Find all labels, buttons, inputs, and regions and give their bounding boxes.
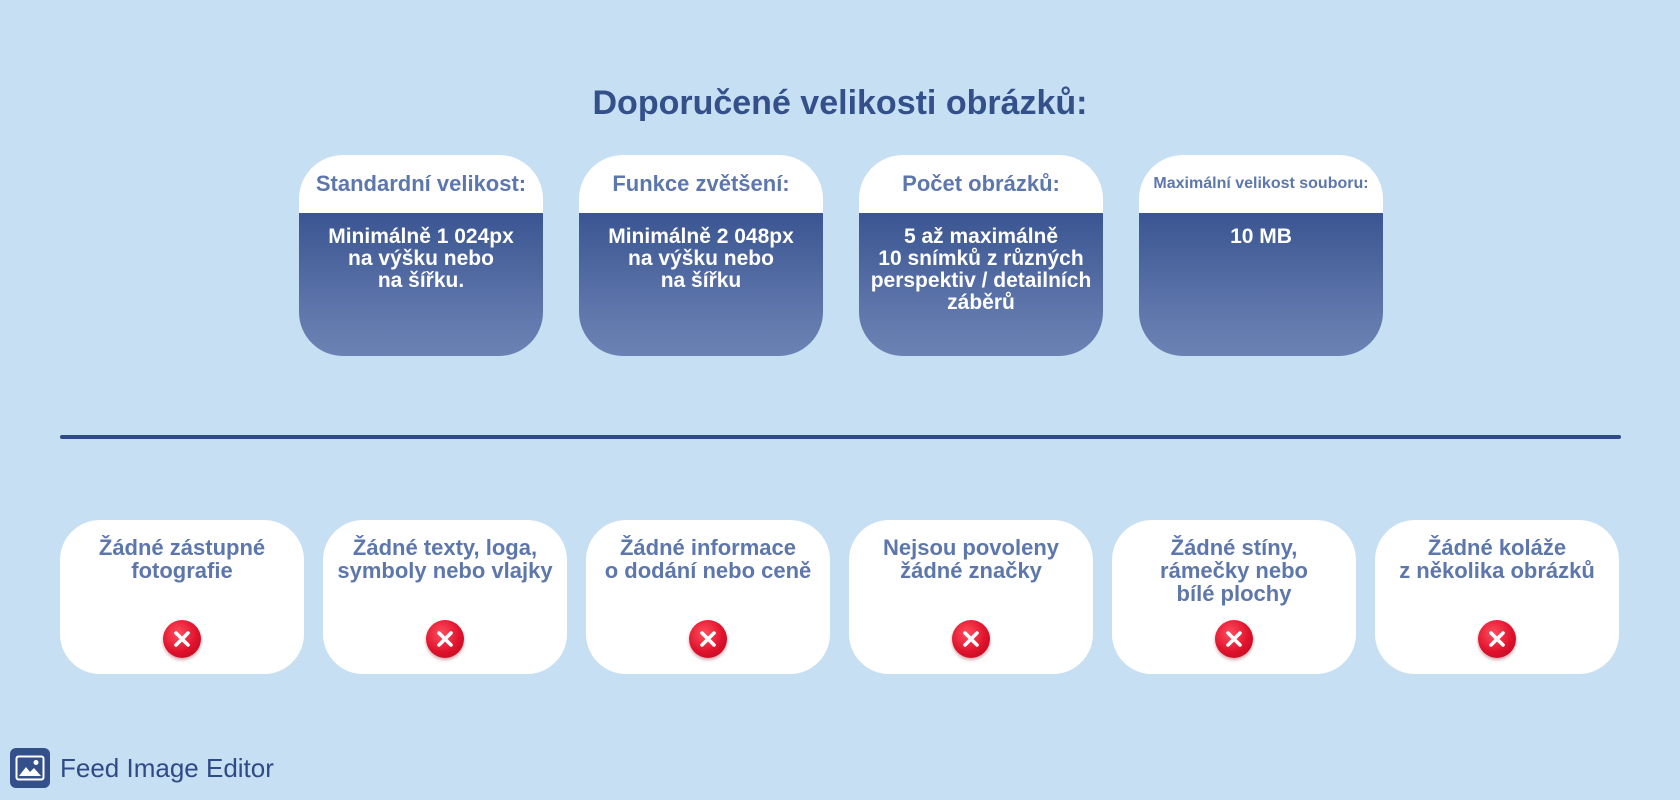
rule-text: Žádné koláže z několika obrázků bbox=[1399, 535, 1595, 583]
x-icon bbox=[1215, 620, 1253, 658]
image-rules bbox=[60, 520, 1619, 674]
size-card-heading: Počet obrázků: bbox=[859, 155, 1103, 213]
rule-card-no-text-logos bbox=[323, 520, 567, 674]
rule-text: Žádné stíny, rámečky nebo bílé plochy bbox=[1160, 535, 1308, 606]
x-icon bbox=[163, 620, 201, 658]
x-icon bbox=[426, 620, 464, 658]
rule-card-no-brands bbox=[849, 520, 1093, 674]
rule-text: Žádné informace o dodání nebo ceně bbox=[604, 535, 812, 583]
rule-text: Nejsou povoleny žádné značky bbox=[882, 535, 1060, 583]
brand bbox=[10, 748, 274, 788]
x-icon bbox=[1478, 620, 1516, 658]
size-card-heading: Standardní velikost: bbox=[299, 155, 543, 213]
image-size-cards bbox=[299, 155, 1383, 356]
rule-card-no-collages bbox=[1375, 520, 1619, 674]
x-icon bbox=[952, 620, 990, 658]
size-card-heading: Funkce zvětšení: bbox=[579, 155, 823, 213]
size-card-heading: Maximální velikost souboru: bbox=[1139, 155, 1383, 213]
image-icon bbox=[10, 748, 50, 788]
size-card-body: Minimálně 2 048px na výšku nebo na šířku bbox=[579, 213, 823, 356]
x-icon bbox=[689, 620, 727, 658]
rule-card-no-shadows-frames bbox=[1112, 520, 1356, 674]
size-card-standard bbox=[299, 155, 543, 356]
size-card-max-file-size bbox=[1139, 155, 1383, 356]
size-card-body: 10 MB bbox=[1139, 213, 1383, 356]
size-card-count bbox=[859, 155, 1103, 356]
brand-name: Feed Image Editor bbox=[60, 753, 274, 783]
section-divider bbox=[60, 435, 1621, 439]
size-card-body: 5 až maximálně 10 snímků z různých perspektiv / detailních záběrů bbox=[859, 213, 1103, 356]
rule-card-no-placeholder bbox=[60, 520, 304, 674]
rule-text: Žádné zástupné fotografie bbox=[98, 535, 266, 583]
page-title: Doporučené velikosti obrázků: bbox=[592, 84, 1088, 122]
rule-card-no-delivery-price bbox=[586, 520, 830, 674]
size-card-body: Minimálně 1 024px na výšku nebo na šířku. bbox=[299, 213, 543, 356]
size-card-zoom bbox=[579, 155, 823, 356]
rule-text: Žádné texty, loga, symboly nebo vlajky bbox=[337, 535, 553, 583]
